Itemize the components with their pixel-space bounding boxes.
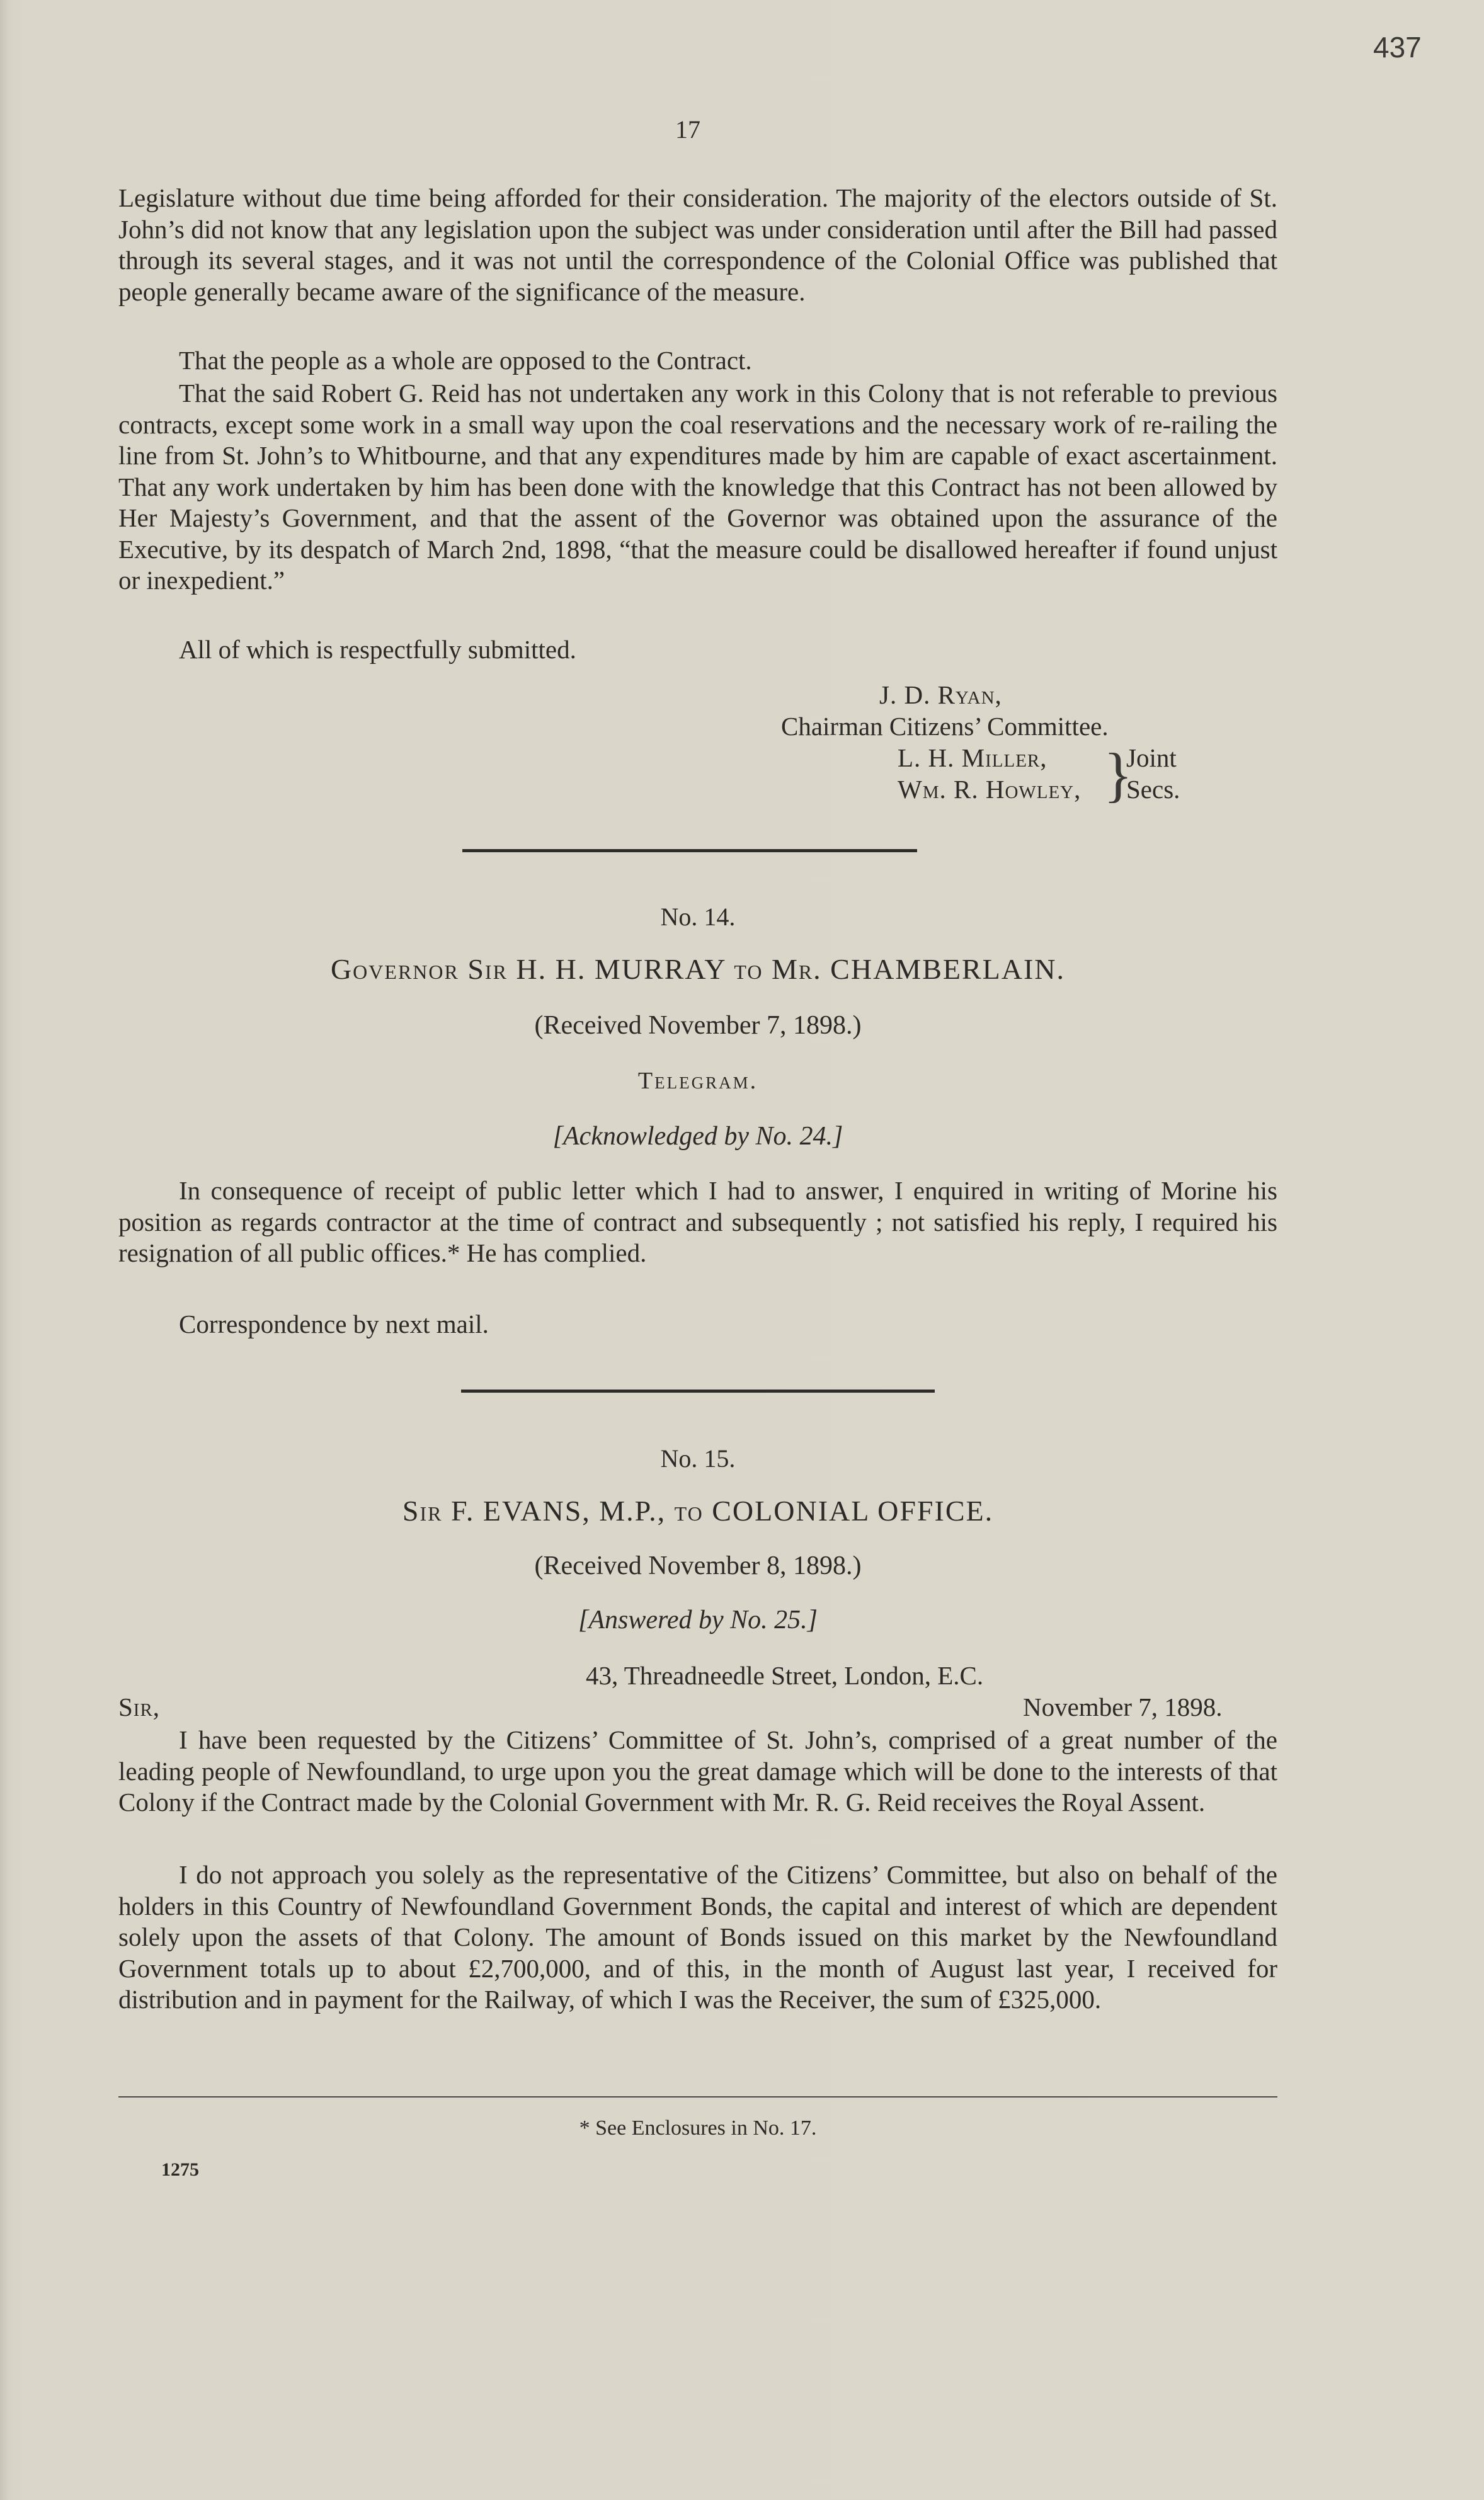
document-type: Telegram.	[637, 1068, 758, 1094]
signatory-role-line: Joint	[1126, 743, 1177, 772]
received-date: (Received November 8, 1898.)	[534, 1551, 862, 1580]
received-date: (Received November 7, 1898.)	[534, 1011, 862, 1040]
document-heading: Sir F. EVANS, M.P., to COLONIAL OFFICE.	[402, 1495, 994, 1527]
answered-note: [Answered by No. 25.]	[578, 1606, 818, 1635]
acknowledgement-note: [Acknowledged by No. 24.]	[552, 1122, 843, 1151]
paragraph-text: I have been requested by the Citizens’ Committee of St. John’s, comprised of a great number of the leading people of Newfoundland, to urge upon you the great damage which will be done to the interests of that Colony if the Contract made by the Colonial Government with Mr. R. G. Reid receives the Royal Assent.	[118, 1725, 1277, 1817]
signatory-title: Chairman Citizens’ Committee.	[781, 712, 1109, 741]
letter-paragraph	[118, 1859, 1277, 2016]
paragraph-text: Legislature without due time being afforded for their consideration. The majority of the electors outside of St. John’s did not know that any legislation upon the subject was under consideration until after the Bill had passed through its several stages, and it was not until the correspondence of the Colonial Office was published that people generally became aware of the significance of the measure.	[118, 183, 1277, 306]
footnote: * See Enclosures in No. 17.	[579, 2116, 817, 2140]
page-stamp-number: 437	[1373, 31, 1422, 64]
brace-glyph: }	[1104, 741, 1133, 808]
paragraph-text: Correspondence by next mail.	[179, 1310, 489, 1338]
paragraph-text: That the said Robert G. Reid has not undertaken any work in this Colony that is not referable to previous contracts, except some work in a small way upon the coal reservations and the necessary work of re-railing the line from St. John’s to Whitbourne, and that any expenditures made by him are capable of exact ascertainment. That any work undertaken by him has been done with the knowledge that this Contract has not been allowed by Her Majesty’s Government, and that the assent of the Governor was obtained upon the assurance of the Executive, by its despatch of March 2nd, 1898, “that the measure could be disallowed hereafter if found unjust or inexpedient.”	[118, 379, 1277, 595]
signatory-name: J. D. Ryan,	[879, 680, 1002, 709]
print-number: 1275	[161, 2159, 199, 2180]
paragraph-text: All of which is respectfully submitted.	[179, 635, 576, 664]
petition-paragraph	[118, 345, 1277, 377]
signatory-name: Wm. R. Howley,	[898, 775, 1082, 804]
section-divider	[462, 849, 917, 852]
folio-number: 17	[675, 115, 700, 144]
document-number: No. 15.	[660, 1444, 736, 1473]
salutation: Sir,	[118, 1692, 161, 1721]
letter-date: November 7, 1898.	[1023, 1692, 1223, 1721]
paragraph-text: That the people as a whole are opposed to the Contract.	[179, 346, 752, 375]
petition-paragraph	[118, 183, 1277, 307]
petition-paragraph	[118, 378, 1277, 596]
paragraph-text: In consequence of receipt of public letter which I had to answer, I enquired in writing of Morine his position as regards contractor at the time of contract and subsequently ; not satisfied his reply, I required his resignation of all public offices.* He has complied.	[118, 1176, 1277, 1267]
sender-address: 43, Threadneedle Street, London, E.C.	[586, 1661, 984, 1690]
document-heading: Governor Sir H. H. MURRAY to Mr. CHAMBERLAIN.	[330, 953, 1066, 985]
section-divider	[461, 1390, 935, 1393]
paragraph-text: I do not approach you solely as the representative of the Citizens’ Committee, but also on behalf of the holders in this Country of Newfoundland Government Bonds, the capital and interest of which are dependent solely upon the assets of that Colony. The amount of Bonds issued on this market by the Newfoundland Government totals up to about £2,700,000, and of this, in the month of August last year, I received for distribution and in payment for the Railway, of which I was the Receiver, the sum of £325,000.	[118, 1860, 1277, 2014]
footnote-divider	[118, 2096, 1277, 2098]
petition-paragraph	[118, 634, 1277, 666]
signatory-role-line: Secs.	[1126, 775, 1180, 804]
telegram-paragraph	[118, 1309, 1277, 1340]
letter-paragraph	[118, 1725, 1277, 1818]
telegram-paragraph	[118, 1175, 1277, 1269]
document-number: No. 14.	[660, 903, 736, 931]
signatory-name: L. H. Miller,	[898, 743, 1047, 772]
signatory-role	[1126, 742, 1240, 805]
